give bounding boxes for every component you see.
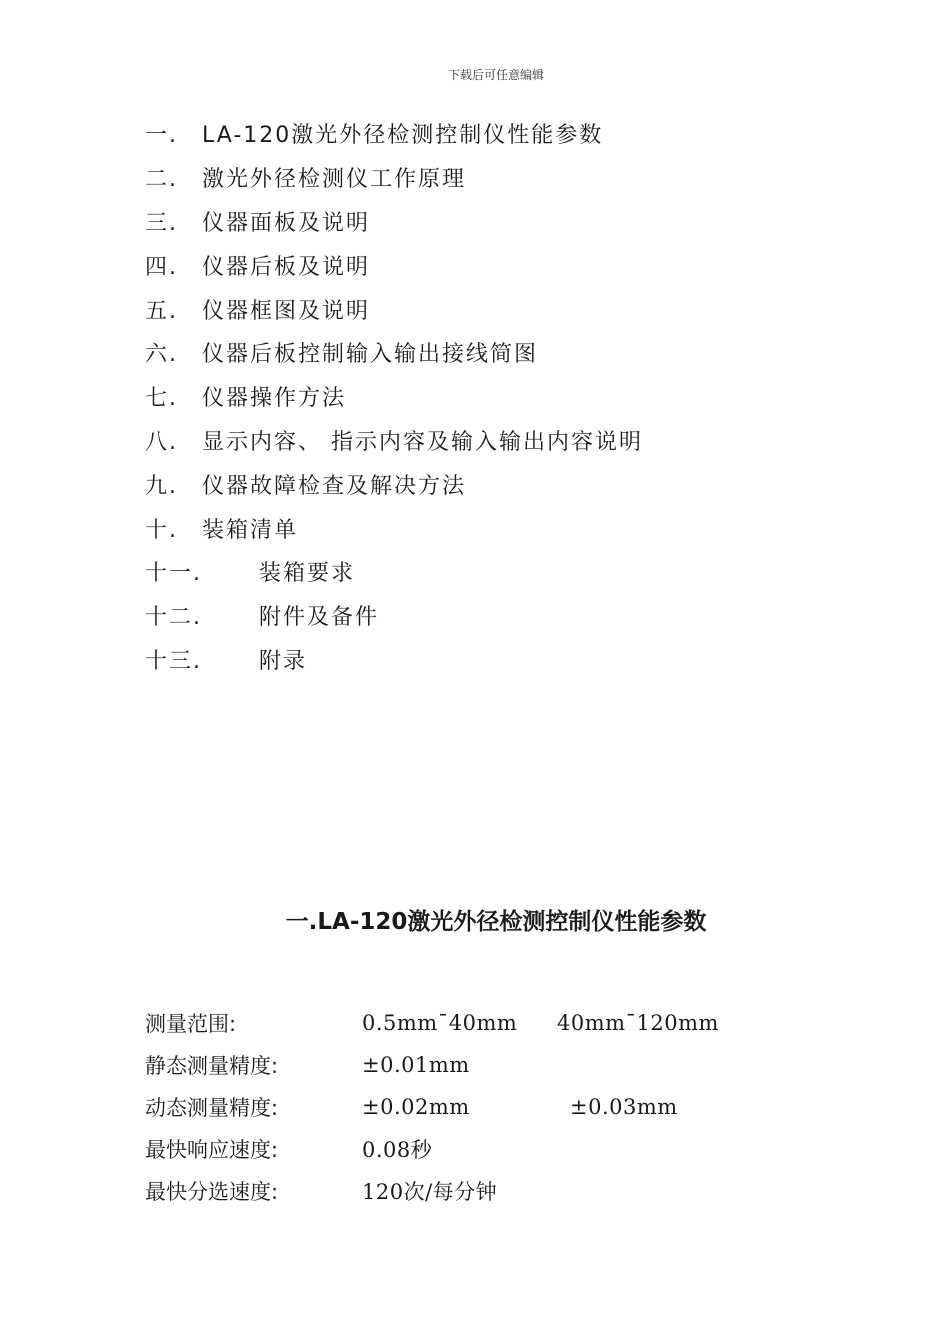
- parameter-value: ±0.01mm: [362, 1053, 470, 1077]
- parameter-value: 0.5mm¯40mm: [362, 1011, 518, 1035]
- toc-item: [145, 638, 845, 682]
- toc-number: 十二.: [145, 605, 202, 631]
- toc-number: 一.: [145, 123, 178, 149]
- toc-number: 五.: [145, 298, 178, 324]
- parameter-label: 动态测量精度:: [145, 1096, 279, 1120]
- toc-text: 附件及备件: [259, 605, 380, 631]
- parameter-value: 0.08秒: [362, 1138, 433, 1162]
- page-header-note: 下载后可任意编辑: [447, 68, 544, 82]
- toc-text: 仪器后板控制输入输出接线简图: [202, 342, 539, 368]
- parameter-value: ±0.02mm: [362, 1095, 470, 1119]
- parameter-row: [145, 1128, 865, 1170]
- parameter-label: 静态测量精度:: [145, 1054, 279, 1078]
- toc-text: LA-120激光外径检测控制仪性能参数: [202, 123, 604, 149]
- toc-item: [145, 287, 845, 331]
- parameter-row: [145, 1044, 865, 1086]
- toc-text: 仪器后板及说明: [202, 254, 371, 280]
- toc-item: [145, 331, 845, 375]
- toc-text: 激光外径检测仪工作原理: [202, 167, 467, 193]
- toc-text: 装箱清单: [202, 517, 299, 543]
- toc-text: 仪器故障检查及解决方法: [202, 473, 467, 499]
- table-of-contents: [145, 112, 845, 681]
- toc-item: [145, 200, 845, 244]
- parameter-label: 最快响应速度:: [145, 1138, 279, 1162]
- toc-item: [145, 462, 845, 506]
- parameter-row: [145, 1002, 865, 1044]
- toc-item: [145, 112, 845, 156]
- toc-text: 装箱要求: [259, 561, 356, 587]
- parameter-value-secondary: ±0.03mm: [570, 1095, 678, 1119]
- toc-text: 仪器框图及说明: [202, 298, 371, 324]
- toc-number: 二.: [145, 167, 178, 193]
- parameter-value: 120次/每分钟: [362, 1180, 498, 1204]
- toc-number: 四.: [145, 254, 178, 280]
- toc-number: 七.: [145, 386, 178, 412]
- toc-text: 仪器操作方法: [202, 386, 347, 412]
- toc-item: [145, 243, 845, 287]
- toc-item: [145, 419, 845, 463]
- parameter-label: 测量范围:: [145, 1012, 237, 1036]
- toc-item: [145, 550, 845, 594]
- section-title: 一.LA-120激光外径检测控制仪性能参数: [285, 909, 707, 935]
- parameter-list: [145, 1002, 865, 1212]
- toc-number: 十.: [145, 517, 178, 543]
- toc-text: 显示内容、 指示内容及输入输出内容说明: [202, 429, 643, 455]
- parameter-value-secondary: 40mm¯120mm: [557, 1011, 719, 1035]
- toc-item: [145, 156, 845, 200]
- toc-text: 仪器面板及说明: [202, 210, 371, 236]
- toc-text: 附录: [259, 648, 308, 674]
- toc-number: 八.: [145, 429, 178, 455]
- parameter-label: 最快分选速度:: [145, 1180, 279, 1204]
- toc-number: 六.: [145, 342, 178, 368]
- toc-number: 十三.: [145, 648, 202, 674]
- toc-number: 九.: [145, 473, 178, 499]
- toc-item: [145, 375, 845, 419]
- toc-item: [145, 594, 845, 638]
- parameter-row: [145, 1086, 865, 1128]
- toc-number: 十一.: [145, 561, 202, 587]
- parameter-row: [145, 1170, 865, 1212]
- toc-number: 三.: [145, 210, 178, 236]
- toc-item: [145, 506, 845, 550]
